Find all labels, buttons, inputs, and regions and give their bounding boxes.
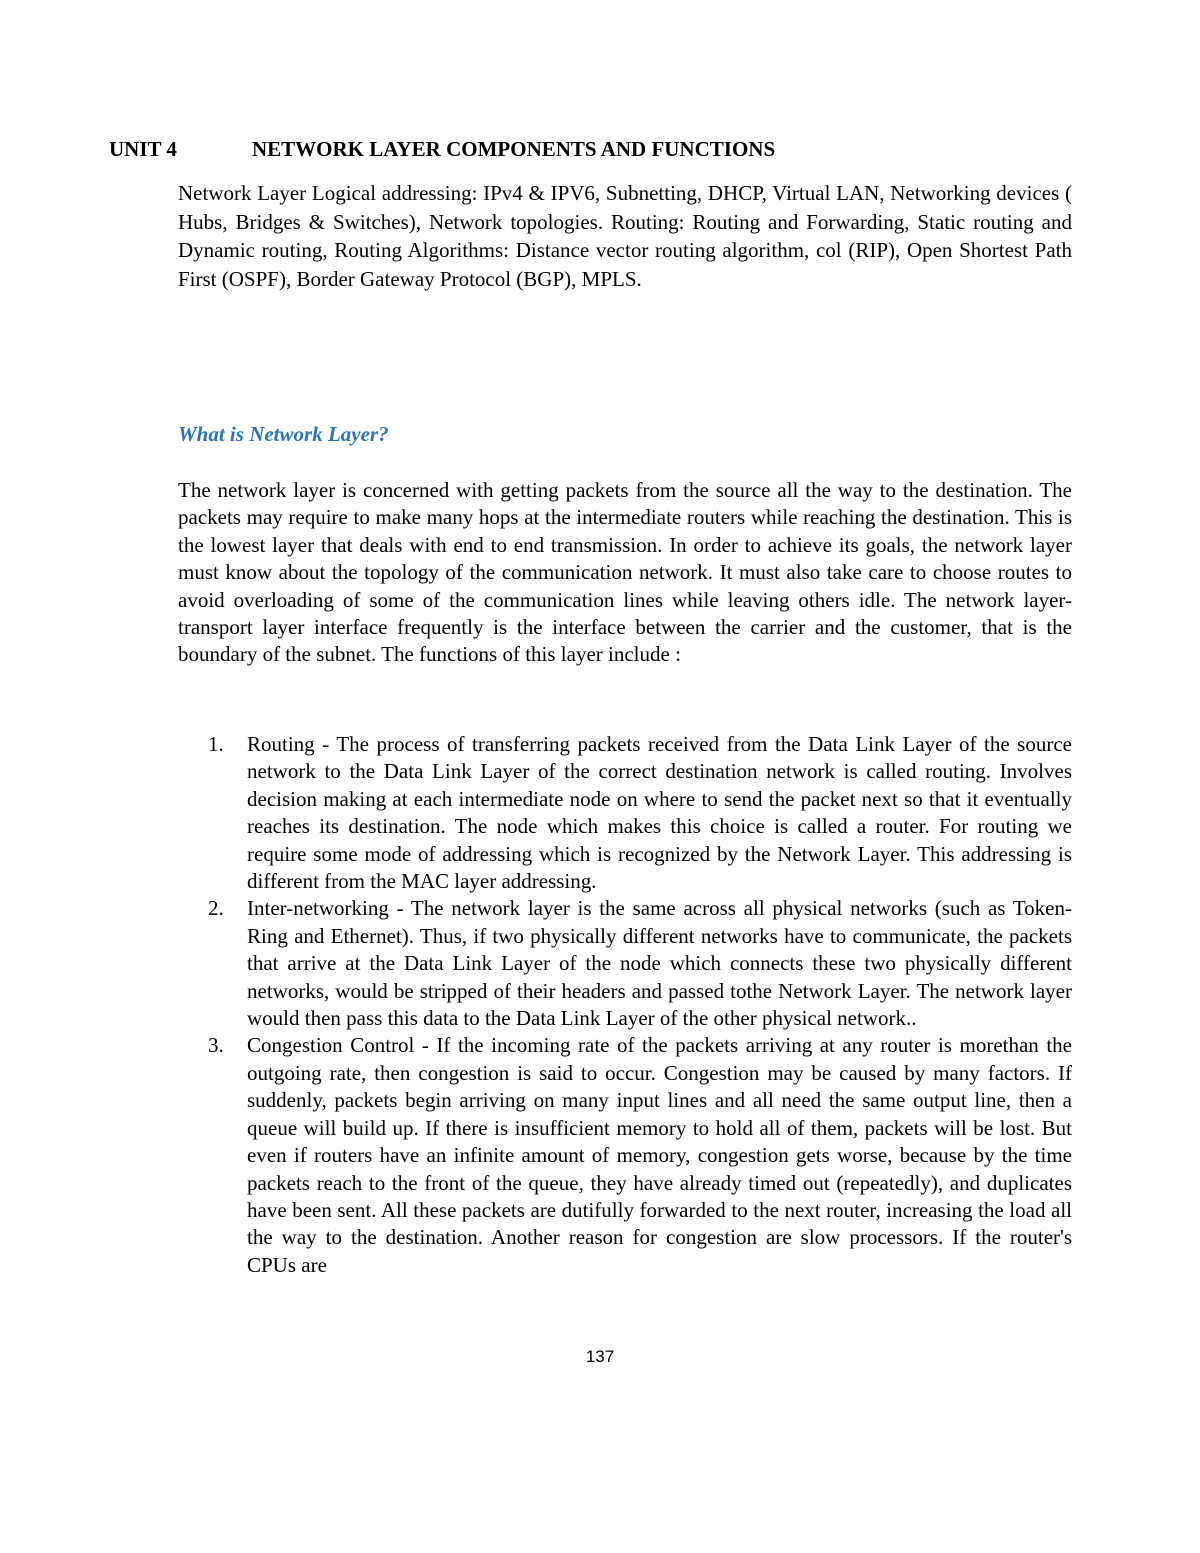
page-number: 137 — [585, 1347, 615, 1366]
functions-list — [208, 731, 1072, 1279]
list-item — [208, 1032, 1072, 1279]
syllabus-paragraph: Network Layer Logical addressing: IPv4 & IPV6, Subnetting, DHCP, Virtual LAN, Networking devices ( Hubs, Bridges & Switches), Network topologies. Routing: Routing and Forwarding, Static routing and Dynamic routing, Routing Algorithms: Distance vector routing algorithm, col (RIP), Open Shortest Path First (OSPF), Border Gateway Protocol (BGP), MPLS. — [178, 181, 1072, 291]
list-item-text: Routing - The process of transferring packets received from the Data Link Layer of the source network to the Data Link Layer of the correct destination network is called routing. Involves decision making at each intermediate node on where to send the packet next so that it eventually reaches its destination. The node which makes this choice is called a router. For routing we require some mode of addressing which is recognized by the Network Layer. This addressing is different from the MAC layer addressing. — [247, 732, 1072, 894]
unit-number: UNIT 4 — [109, 137, 177, 161]
list-item-number: 1. — [208, 732, 224, 756]
list-item-text: Inter-networking - The network layer is the same across all physical networks (such as Token-Ring and Ethernet). Thus, if two physically different networks have to communicate, the packets that arrive at the Data Link Layer of the node which connects these two physically different networks, would be stripped of their headers and passed tothe Network Layer. The network layer would then pass this data to the Data Link Layer of the other physical network.. — [247, 896, 1072, 1031]
intro-paragraph: The network layer is concerned with getting packets from the source all the way to the destination. The packets may require to make many hops at the intermediate routers while reaching the destination. This is the lowest layer that deals with end to end transmission. In order to achieve its goals, the network layer must know about the topology of the communication network. It must also take care to choose routes to avoid overloading of some of the communication lines while leaving others idle. The network layer-transport layer interface frequently is the interface between the carrier and the customer, that is the boundary of the subnet. The functions of this layer include : — [178, 478, 1072, 667]
unit-title: NETWORK LAYER COMPONENTS AND FUNCTIONS — [252, 137, 776, 161]
list-item-number: 2. — [208, 896, 224, 921]
list-item-text: Congestion Control - If the incoming rate of the packets arriving at any router is morethan the outgoing rate, then congestion is said to occur. Congestion may be caused by many factors. If suddenly, packets begin arriving on many input lines and all need the same output line, then a queue will build up. If there is insufficient memory to hold all of them, packets will be lost. But even if routers have an infinite amount of memory, congestion gets worse, because by the time packets reach to the front of the queue, they have already timed out (repeatedly), and duplicates have been sent. All these packets are dutifully forwarded to the next router, increasing the load all the way to the destination. Another reason for congestion are slow processors. If the router's CPUs are — [247, 1033, 1072, 1277]
unit-heading — [109, 136, 775, 162]
list-item — [208, 731, 1072, 895]
section-heading: What is Network Layer? — [178, 422, 389, 446]
list-item-number: 3. — [208, 1033, 224, 1058]
list-item — [208, 895, 1072, 1032]
